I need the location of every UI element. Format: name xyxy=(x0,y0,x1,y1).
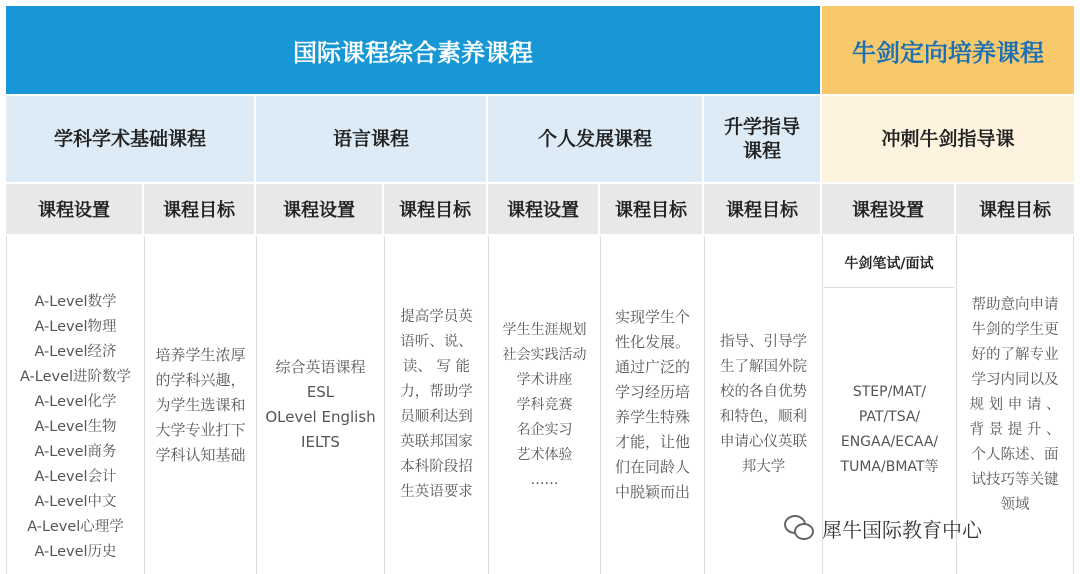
sprint-subheader: 牛剑笔试/面试 xyxy=(824,238,954,288)
watermark xyxy=(784,510,1074,546)
category-subject: 学科学术基础课程 xyxy=(6,96,254,182)
header-goal-personal: 课程目标 xyxy=(600,184,702,234)
oxbridge-course-title: 牛剑定向培养课程 xyxy=(822,6,1074,94)
wechat-icon xyxy=(784,513,814,543)
sprint-setup-text: STEP/MAT/ PAT/TSA/ ENGAA/ECAA/ TUMA/BMAT等 xyxy=(840,384,939,475)
personal-goal-text: 实现学生个 性化发展。 通过广泛的 学习经历培 养学生特殊 才能，让他 们在同龄人 中脱颖而出 xyxy=(614,308,690,501)
header-setup-sprint: 课程设置 xyxy=(822,184,954,234)
header-goal-subject: 课程目标 xyxy=(144,184,254,234)
guidance-goal-text: 指导、引导学 生了解国外院 校的各自优势 和特色，顺利 申请心仪英联 邦大学 xyxy=(720,334,807,475)
subject-setup-cell xyxy=(6,236,144,574)
header-goal-guidance: 课程目标 xyxy=(704,184,820,234)
language-setup-cell xyxy=(256,236,384,574)
sprint-goal-text: 帮助意向申请 牛剑的学生更 好的了解专业 学习内同以及 规 划 申 请 、 背 景 提 升 、 个人陈述、面 试技巧等关键 领域 xyxy=(969,296,1061,513)
header-setup-subject: 课程设置 xyxy=(6,184,142,234)
personal-setup-cell xyxy=(488,236,600,574)
category-sprint: 冲刺牛剑指导课 xyxy=(822,96,1074,182)
personal-setup-text: 学生生涯规划 社会实践活动 学术讲座 学科竞赛 名企实习 艺术体验 …… xyxy=(502,321,587,488)
subject-goal-cell xyxy=(144,236,256,574)
watermark-text: 犀牛国际教育中心 xyxy=(822,517,982,542)
header-goal-language: 课程目标 xyxy=(384,184,486,234)
category-personal: 个人发展课程 xyxy=(488,96,702,182)
subject-setup-text: A-Level数学 A-Level物理 A-Level经济 A-Level进阶数学 A-Level化学 A-Level生物 A-Level商务 A-Level会计 A-Level中文 A-Level心理学 A-Level历史 xyxy=(19,293,132,560)
subject-goal-text: 培养学生浓厚 的学科兴趣， 为学生选课和 大学专业打下 学科认知基础 xyxy=(155,345,246,464)
header-setup-language: 课程设置 xyxy=(256,184,382,234)
header-setup-personal: 课程设置 xyxy=(488,184,598,234)
language-setup-text: 综合英语课程 ESL OLevel English IELTS xyxy=(265,358,376,451)
personal-goal-cell xyxy=(600,236,704,574)
header-goal-sprint: 课程目标 xyxy=(956,184,1074,234)
language-goal-text: 提高学员英 语听、说、 读、 写 能 力，帮助学 员顺利达到 英联邦国家 本科阶段招 生英语要求 xyxy=(400,309,473,500)
language-goal-cell xyxy=(384,236,488,574)
category-language: 语言课程 xyxy=(256,96,486,182)
intl-course-title: 国际课程综合素养课程 xyxy=(6,6,820,94)
category-guidance: 升学指导 课程 xyxy=(704,96,820,182)
